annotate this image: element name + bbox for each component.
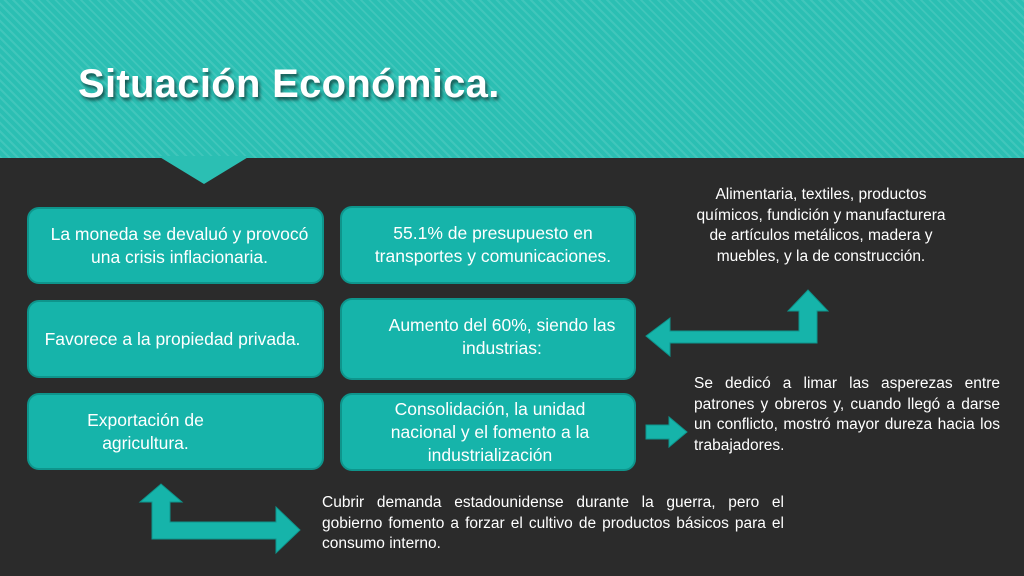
bent-arrow-right-icon <box>140 484 300 553</box>
box-propiedad-text: Favorece a la propiedad privada. <box>44 328 301 349</box>
note-asperezas: Se dedicó a limar las asperezas entre patrones y obreros y, cuando llegó a darse un conflicto, mostró mayor dureza hacia los trabajadores. <box>694 375 1000 454</box>
note-industrias: Alimentaria, textiles, productos químicos, fundición y manufacturera de artículos metálicos, madera y muebles, y la de construcción. <box>696 186 946 265</box>
box-moneda-text: La moneda se devaluó y provocó una crisis inflacionaria. <box>50 223 309 267</box>
bent-arrow-left-icon <box>646 290 828 356</box>
box-exportacion-text: Exportación de agricultura. <box>87 410 204 453</box>
note-demanda: Cubrir demanda estadounidense durante la guerra, pero el gobierno fomento a forzar el cultivo de productos básicos para el consumo interno. <box>322 494 784 552</box>
slide-title: Situación Económica. <box>78 62 500 106</box>
box-consolidacion-text: Consolidación, la unidad nacional y el fomento a la industrialización <box>390 398 590 465</box>
box-aumento-text: Aumento del 60%, siendo las industrias: <box>388 315 616 358</box>
right-arrow-icon <box>646 417 687 447</box>
box-presupuesto-text: 55.1% de presupuesto en transportes y comunicaciones. <box>374 223 612 266</box>
